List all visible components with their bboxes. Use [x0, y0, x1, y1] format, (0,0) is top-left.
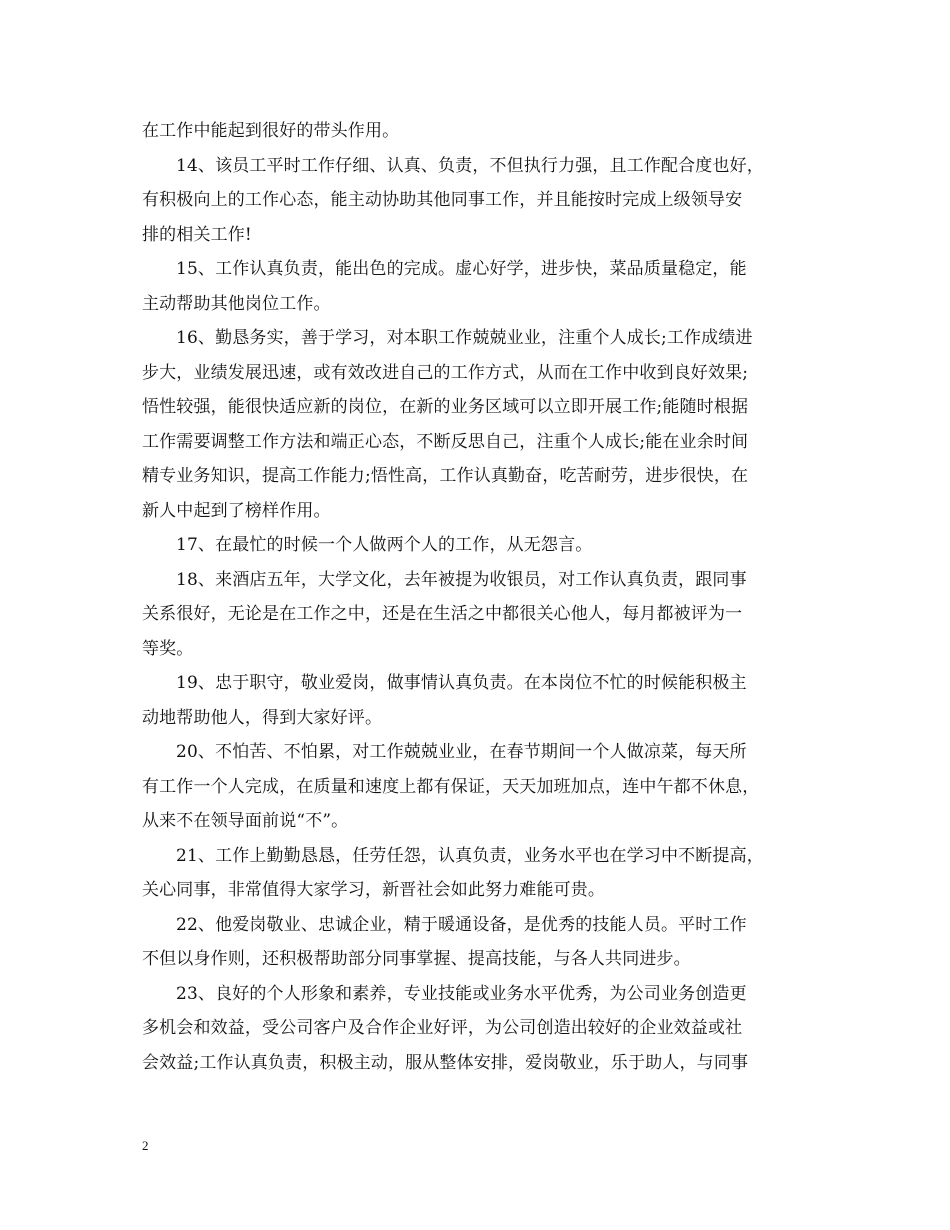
text-line: 多机会和效益，受公司客户及合作企业好评，为公司创造出较好的企业效益或社 — [142, 1018, 743, 1038]
text-line: 精专业务知识，提高工作能力;悟性高，工作认真勤奋，吃苦耐劳，进步很快，在 — [142, 466, 749, 486]
text-line: 不但以身作则，还积极帮助部分同事掌握、提高技能，与各人共同进步。 — [142, 949, 691, 969]
text-line: 21、工作上勤勤恳恳，任劳任怨，认真负责，业务水平也在学习中不断提高， — [176, 845, 764, 866]
text-line: 动地帮助他人，得到大家好评。 — [142, 707, 383, 728]
text-line: 主动帮助其他岗位工作。 — [142, 293, 331, 314]
text-line: 关心同事，非常值得大家学习，新晋社会如此努力难能可贵。 — [142, 880, 606, 900]
text-line: 17、在最忙的时候一个人做两个人的工作，从无怨言。 — [176, 535, 593, 555]
text-line: 步大，业绩发展迅速，或有效改进自己的工作方式，从而在工作中收到良好效果; — [142, 362, 749, 383]
text-line: 14、该员工平时工作仔细、认真、负责，不但执行力强，且工作配合度也好， — [176, 155, 764, 176]
document-body — [142, 114, 826, 1080]
text-line: 新人中起到了榜样作用。 — [142, 500, 331, 521]
text-line: 20、不怕苦、不怕累，对工作兢兢业业，在春节期间一个人做凉菜，每天所 — [176, 742, 747, 762]
text-line: 19、忠于职守，敬业爱岗，做事情认真负责。在本岗位不忙的时候能积极主 — [176, 673, 747, 693]
text-line: 23、良好的个人形象和素养，专业技能或业务水平优秀，为公司业务创造更 — [176, 983, 747, 1004]
text-line: 15、工作认真负责，能出色的完成。虚心好学，进步快，菜品质量稳定，能 — [176, 259, 747, 279]
text-line: 18、来酒店五年，大学文化，去年被提为收银员，对工作认真负责，跟同事 — [176, 569, 747, 590]
text-line: 关系很好，无论是在工作之中，还是在生活之中都很关心他人，每月都被评为一 — [142, 604, 743, 624]
text-line: 有积极向上的工作心态，能主动协助其他同事工作，并且能按时完成上级领导安 — [142, 190, 743, 210]
text-line: 悟性较强，能很快适应新的岗位，在新的业务区域可以立即开展工作;能随时根据 — [142, 397, 749, 417]
text-line: 22、他爱岗敬业、忠诚企业，精于暖通设备，是优秀的技能人员。平时工作 — [176, 914, 747, 935]
text-line: 有工作一个人完成，在质量和速度上都有保证，天天加班加点，连中午都不休息， — [142, 776, 760, 797]
text-line: 排的相关工作! — [142, 224, 252, 245]
text-line: 会效益;工作认真负责，积极主动，服从整体安排，爱岗敬业，乐于助人，与同事 — [142, 1052, 749, 1073]
text-line: 16、勤恳务实，善于学习，对本职工作兢兢业业，注重个人成长;工作成绩进 — [176, 328, 753, 348]
text-line: 在工作中能起到很好的带头作用。 — [142, 121, 400, 141]
text-line: 等奖。 — [142, 638, 194, 659]
page-number: 2 — [142, 1138, 149, 1153]
text-line: 工作需要调整工作方法和端正心态，不断反思自己，注重个人成长;能在业余时间 — [142, 431, 749, 452]
text-line: 从来不在领导面前说“不”。 — [142, 811, 349, 831]
